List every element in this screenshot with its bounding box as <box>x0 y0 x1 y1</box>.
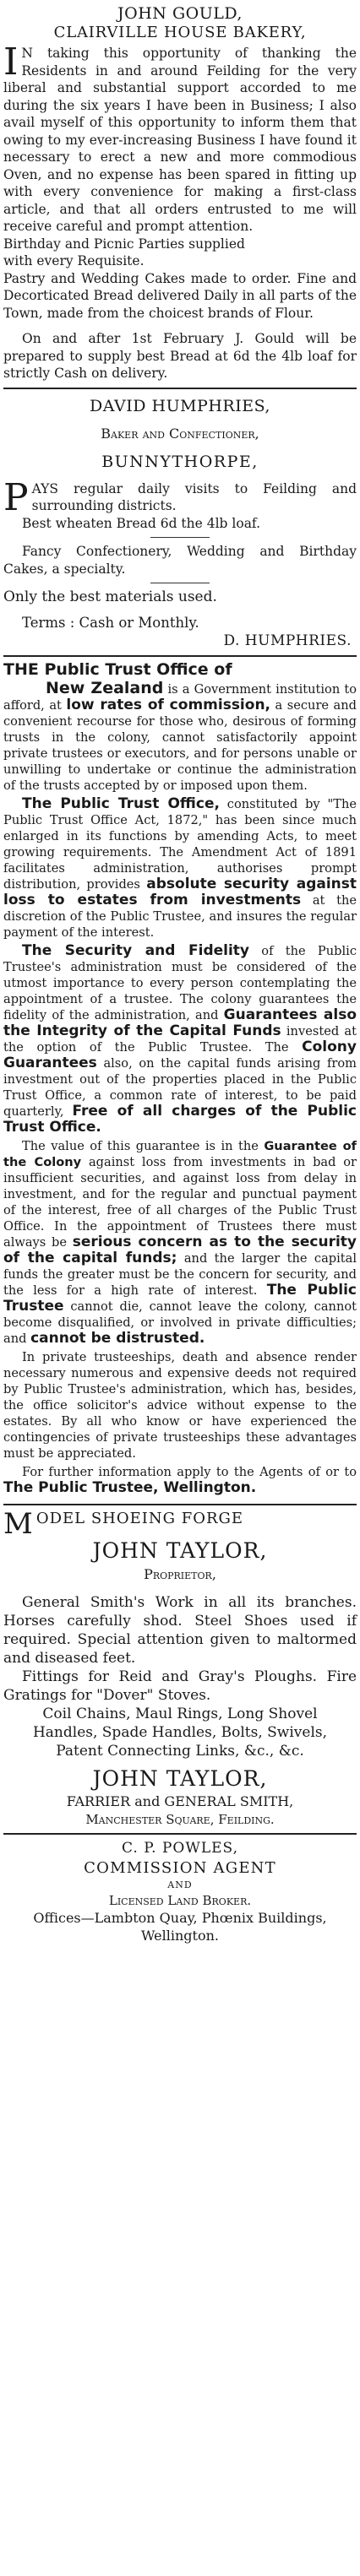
trust-p4-body: The value of this guarantee is in the <box>22 1139 259 1153</box>
spacer <box>3 322 357 330</box>
gould-body <box>3 41 357 236</box>
taylor-name2: JOHN TAYLOR, <box>92 1766 268 1791</box>
powles-title: COMMISSION AGENT <box>84 1859 276 1877</box>
gould-body-text: N taking this opportunity of thanking the Residents in and around Feilding for the very liberal and substantial support accorded to me during the six years I have been in Business; I also avail myself of this opportunity to inform them that owing to my ever-increasing Business I have found it necessary to erect a new and more commodious Oven, and no expense has been spared in fitting up with every convenience for making a first-class article, and that all orders entrusted to me will receive careful and prompt attention. <box>3 46 357 234</box>
trust-p3-bold2: Guarantees also the Integrity of the Capital Funds <box>3 1006 357 1039</box>
trust-p4-bold: Guarantee of the Colony <box>3 1139 357 1169</box>
spacer <box>3 606 357 615</box>
spacer <box>3 443 357 452</box>
powles-advert <box>3 1835 357 1950</box>
trust-p3-bold4: Free of all charges of the Public Trust Office. <box>3 1103 357 1136</box>
humphries-bread: Best wheaten Bread 6d the 4lb loaf. <box>22 515 261 531</box>
gould-line3: Pastry and Wedding Cakes made to order. Fine and Decorticated Bread delivered Daily in all parts of the Town, made from the choicest brands of Flour. <box>3 270 357 321</box>
humphries-trade: Baker and Confectioner, <box>101 425 259 442</box>
powles-and: AND <box>167 1879 193 1890</box>
trust-p2-bold: The Public Trust Office, <box>22 795 220 812</box>
humphries-fancy: Fancy Confectionery, Wedding and Birthday Cakes, a specialty. <box>3 544 357 577</box>
trust-p4-mid: against loss from investments in bad or insufficient securities, and against loss from delay in investment, and for the regular and punctual payment of the interest, free of all charges of the Public Trust Office. In the appointment of Trustees there must always be <box>3 1155 357 1250</box>
taylor-fittings: Fittings for Reid and Gray's Ploughs. Fire Gratings for "Dover" Stoves. <box>3 1668 357 1704</box>
taylor-name: JOHN TAYLOR, <box>92 1538 268 1563</box>
gould-notice: On and after 1st February J. Gould will be prepared to supply best Bread at 6d the 4lb loaf for strictly Cash on delivery. <box>3 331 357 381</box>
trust-p6-pre: For further information apply to the Agents of or to <box>22 1465 357 1479</box>
humphries-terms: Terms : Cash or Monthly. <box>22 614 199 631</box>
taylor-heading: ODEL SHOEING FORGE <box>35 1510 244 1527</box>
gould-line1: Birthday and Picnic Parties supplied <box>3 236 245 252</box>
taylor-coil: Coil Chains, Maul Rings, Long Shovel Handles, Spade Handles, Bolts, Swivels, Patent Connecting Links, &c., &c. <box>32 1706 328 1760</box>
trust-p4-end: cannot die, cannot leave the colony, cannot become disqualified, or involved in private difficulties; and <box>3 1299 357 1346</box>
trust-title-a: THE Public Trust Office of <box>3 660 232 679</box>
powles-broker: Licensed Land Broker. <box>108 1893 252 1908</box>
trust-p2-body: constituted by "The Public Trust Office Act, 1872," has been since much enlarged in its functions by amending Acts, to meet growing requirements. The Amendment Act of 1891 facilitates administration, authorises prompt distribution, provides <box>3 797 357 892</box>
trust-p4-bold2: serious concern as to the security of the capital funds; <box>3 1234 357 1266</box>
trust-p1-bold: low rates of commission, <box>66 697 271 713</box>
spacer <box>3 472 357 480</box>
gould-dropcap: I <box>3 41 19 84</box>
taylor-heading-row <box>3 1507 357 1541</box>
trust-p4-bold3: The Public Trustee <box>3 1282 357 1315</box>
gould-business: CLAIRVILLE HOUSE BAKERY, <box>53 24 307 41</box>
gould-advert <box>3 0 357 389</box>
trust-title-b: New Zealand <box>46 679 164 697</box>
spacer <box>3 416 357 425</box>
trust-p4-bold4: cannot be distrusted. <box>30 1330 205 1347</box>
taylor-role: Proprietor, <box>144 1566 216 1582</box>
humphries-name: DAVID HUMPHRIES, <box>90 396 270 415</box>
trust-p2-end: at the discretion of the Public Trustee, and insures the regular payment of the interest. <box>3 893 357 940</box>
humphries-signature: D. HUMPHRIES. <box>223 632 352 649</box>
trust-p1-end: a secure and convenient recourse for those who, desirous of forming trusts in the colony, cannot satisfactorily appoint private trustees or executors, and for persons unable or unwilling to undertake or continue the administration of the trusts accepted by or imposed upon them. <box>3 698 357 793</box>
humphries-body <box>3 475 357 519</box>
trust-p6-bold: The Public Trustee, Wellington. <box>3 1479 257 1496</box>
trust-p3-bold3: Colony Guarantees <box>3 1039 357 1071</box>
taylor-footer: FARRIER and GENERAL SMITH, <box>66 1793 294 1809</box>
trust-p2-bold2: absolute security against loss to estates from investments <box>3 876 357 908</box>
taylor-dropcap: M <box>3 1507 33 1541</box>
divider <box>150 537 210 538</box>
public-trust-advert <box>3 657 357 1505</box>
trust-p1-rest: is a Government institution to afford, at <box>3 682 357 713</box>
taylor-body: General Smith's Work in all its branches. Horses carefully shod. Steel Shoes used if required. Special attention given to maltormed and diseased feet. <box>3 1594 357 1667</box>
humphries-body-text: AYS regular daily visits to Feilding and surrounding districts. <box>31 480 357 513</box>
humphries-materials: Only the best materials used. <box>3 588 217 605</box>
humphries-town: BUNNYTHORPE, <box>101 452 259 471</box>
powles-name: C. P. POWLES, <box>121 1840 238 1857</box>
humphries-advert <box>3 389 357 658</box>
trust-p3-mid: invested at the option of the Public Trustee. The <box>3 1024 357 1055</box>
trust-p3-bold: The Security and Fidelity <box>22 942 250 959</box>
powles-offices: Offices—Lambton Quay, Phœnix Buildings, Wellington. <box>33 1910 327 1944</box>
trust-p3-end: also, on the capital funds arising from investment out of the properties placed in the Public Trust Office, a common rate of interest, to be paid quarterly, <box>3 1056 357 1119</box>
gould-name: JOHN GOULD, <box>117 4 243 23</box>
taylor-advert <box>3 1505 357 1835</box>
trust-p4-mid2: and the larger the capital funds the greater must be the concern for security, and the less for a high rate of interest. <box>3 1251 357 1298</box>
spacer <box>3 1585 357 1593</box>
trust-p3-body: of the Public Trustee's administration must be considered of the utmost importance to every person contemplating the appointment of a trustee. The colony guarantees the fidelity of the administration, and <box>3 944 357 1022</box>
humphries-dropcap: P <box>3 475 29 519</box>
trust-p5: In private trusteeships, death and absence render necessary numerous and expensive deeds not required by Public Trustee's administration, which has, besides, the office solicitor's advice without expense to the estates. By all who know or have experienced the contingencies of private trusteeships these advantages must be appreciated. <box>3 1350 357 1461</box>
taylor-address: Manchester Square, Feilding. <box>85 1812 275 1827</box>
gould-line2: with every Requisite. <box>3 253 145 268</box>
